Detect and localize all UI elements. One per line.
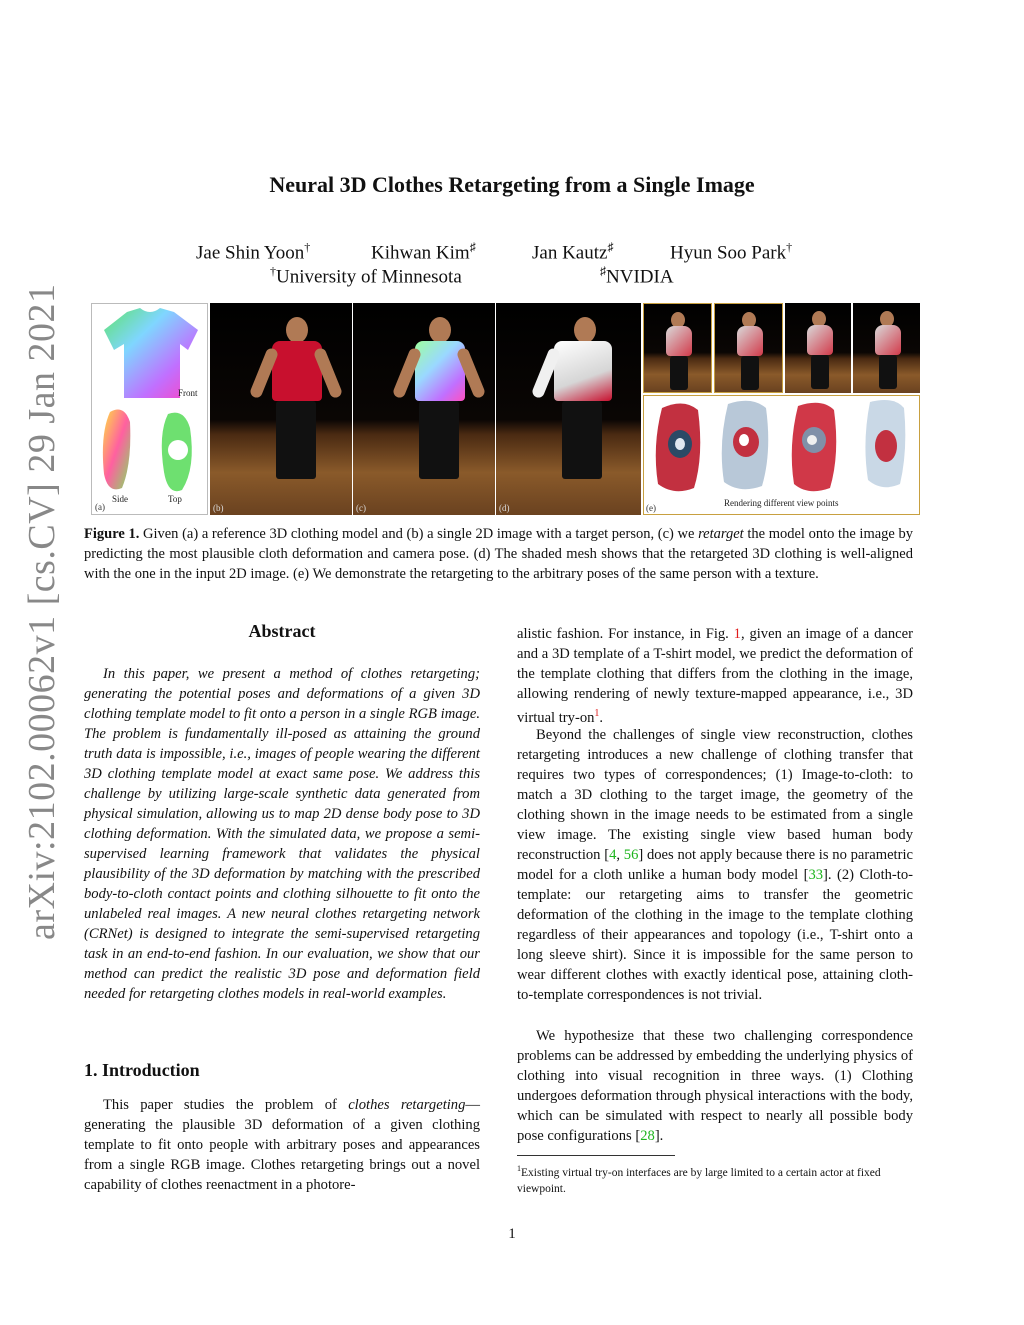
page-number: 1 bbox=[508, 1226, 516, 1242]
label-side: Side bbox=[112, 494, 129, 504]
footnote-rule bbox=[517, 1155, 675, 1156]
abstract-heading: Abstract bbox=[248, 621, 316, 641]
affiliation-1: †University of Minnesota bbox=[270, 264, 462, 288]
arxiv-stamp: arXiv:2102.00062v1 [cs.CV] 29 Jan 2021 bbox=[21, 283, 63, 940]
person-legs bbox=[276, 401, 316, 479]
label-front: Front bbox=[178, 388, 198, 398]
template-shirt-render bbox=[92, 304, 208, 515]
person-shirt-shaded-mesh bbox=[554, 341, 612, 401]
pose-thumbnail bbox=[785, 303, 852, 393]
figure-panel-d bbox=[496, 303, 641, 515]
author-4: Hyun Soo Park† bbox=[670, 240, 793, 264]
affiliation-2: ♯NVIDIA bbox=[600, 264, 674, 288]
pose-thumbnail bbox=[643, 303, 712, 393]
introduction-heading: 1. Introduction bbox=[84, 1060, 200, 1080]
panel-label-b: (b) bbox=[213, 503, 224, 513]
panel-label-d: (d) bbox=[499, 503, 510, 513]
right-paragraph-2: Beyond the challenges of single view reconstruction, clothes retargeting introduces a new challenge of clothing transfer that requires two types of correspondences; (1) Image-to-cloth: to match a 3D clothing to the target image, the geometry of the clothing shown in the image needs to be estimated from a single view image. The existing single view based human body reconstruction [4, 56] does not apply because there is no parametric model for a cloth unlike a human body model [33]. (2) Cloth-to-template: our retargeting aims to transfer the geometric deformation of the clothing in the image to the template clothing regardless of their appearances and topology (i.e., T-shirt onto a long sleeve shirt). Since it is impossible for the same person to wear different clothes with exactly identical pose, attaining cloth-to-template correspondences is not trivial. bbox=[517, 727, 913, 1003]
rendered-views bbox=[643, 395, 920, 515]
pose-thumbnail bbox=[714, 303, 783, 393]
shirt-side-shape bbox=[103, 410, 130, 490]
person-head bbox=[286, 317, 308, 343]
paper-title: Neural 3D Clothes Retargeting from a Single Image bbox=[269, 172, 755, 197]
figure-panel-b bbox=[210, 303, 352, 515]
author-2: Kihwan Kim♯ bbox=[371, 240, 476, 264]
footnote: $^1$Existing virtual try-on interfaces are by large limited to a certain actor at fixed viewpoint. bbox=[517, 1164, 881, 1195]
figure-caption: Figure 1. Given (a) a reference 3D clothing model and (b) a single 2D image with a target person, (c) we retarget the model onto the image by predicting the most plausible cloth deformation and camera pose. (d) The shaded mesh shows that the retargeted 3D clothing is well-aligned with the one in the input 2D image. (e) We demonstrate the retargeting to the arbitrary poses of the same person with a texture. bbox=[84, 526, 913, 582]
figure-ref-link[interactable]: 1 bbox=[733, 626, 741, 642]
panel-label-c: (c) bbox=[356, 503, 366, 513]
citation-link[interactable]: 28 bbox=[640, 1128, 655, 1144]
right-paragraph-3: We hypothesize that these two challenging correspondence problems can be addressed by embedding the underlying physics of clothing into visual recognition in three ways. (1) Clothing undergoes deformation through physical interactions with the body, which can be simulated with respect to nearly all possible body pose configurations [28]. bbox=[517, 1028, 913, 1144]
footnote-ref-link[interactable]: 1 bbox=[594, 708, 600, 719]
intro-paragraph-1: This paper studies the problem of clothes retargeting—generating the plausible 3D deformation of a given clothing template to fit onto people with arbitrary poses and appearances from a single RGB image. Clothes retargeting brings out a novel capability of clothes reenactment in a photore- bbox=[84, 1097, 480, 1193]
label-top: Top bbox=[168, 494, 182, 504]
panel-label-e: (e) bbox=[646, 503, 656, 513]
pose-thumbnails bbox=[643, 303, 920, 393]
textured-shirt-views bbox=[644, 396, 919, 514]
author-1: Jae Shin Yoon† bbox=[196, 240, 311, 264]
rendering-views-label: Rendering different view points bbox=[724, 498, 839, 508]
textured-shirt-view bbox=[792, 403, 837, 491]
figure-panel-c bbox=[353, 303, 495, 515]
citation-link[interactable]: 56 bbox=[623, 847, 639, 863]
figure-panel-e bbox=[643, 303, 920, 515]
shirt-top-hole bbox=[168, 440, 188, 460]
citation-link[interactable]: 4 bbox=[609, 847, 617, 863]
abstract-text: In this paper, we present a method of clothes retargeting; generating the potential poses and deformations of a given 3D clothing template model to fit onto a person in a single RGB image. The problem is fundamentally ill-posed as attaining the ground truth data is impossible, i.e., images of people wearing the different 3D clothing template model at exact same pose. We address this challenge by utilizing large-scale synthetic data generated from physical simulation, allowing us to map 2D dense body pose to 3D clothing deformation. With the simulated data, we propose a semi-supervised learning framework that validates the physical plausibility of the 3D deformation by matching with the prescribed body-to-cloth contact points and clothing silhouette to fit onto the unlabeled real images. A new neural clothes retargeting network (CRNet) is designed to integrate the semi-supervised retargeting task in an end-to-end fashion. In our evaluation, we show that our method can predict the realistic 3D pose and deformation field needed for retargeting clothes models in real-world examples. bbox=[84, 666, 480, 1002]
person-legs bbox=[562, 401, 602, 479]
right-paragraph-1: alistic fashion. For instance, in Fig. 1, given an image of a dancer and a 3D template of a T-shirt model, we predict the deformation of the template clothing that differs from the clothing in the image, allowing rendering of newly texture-mapped appearance, i.e., 3D virtual try-on$^1$. bbox=[517, 626, 913, 726]
citation-link[interactable]: 33 bbox=[808, 867, 824, 883]
textured-shirt-view bbox=[656, 403, 701, 491]
shirt-front-shape bbox=[104, 308, 198, 398]
author-3: Jan Kautz♯ bbox=[532, 240, 614, 264]
textured-shirt-view bbox=[865, 400, 905, 487]
figure-panel-a bbox=[91, 303, 208, 515]
textured-shirt-view bbox=[722, 401, 769, 489]
panel-label-a: (a) bbox=[95, 502, 105, 512]
person-head bbox=[429, 317, 451, 343]
pose-thumbnail bbox=[853, 303, 920, 393]
person-head bbox=[574, 317, 596, 343]
person-legs bbox=[419, 401, 459, 479]
